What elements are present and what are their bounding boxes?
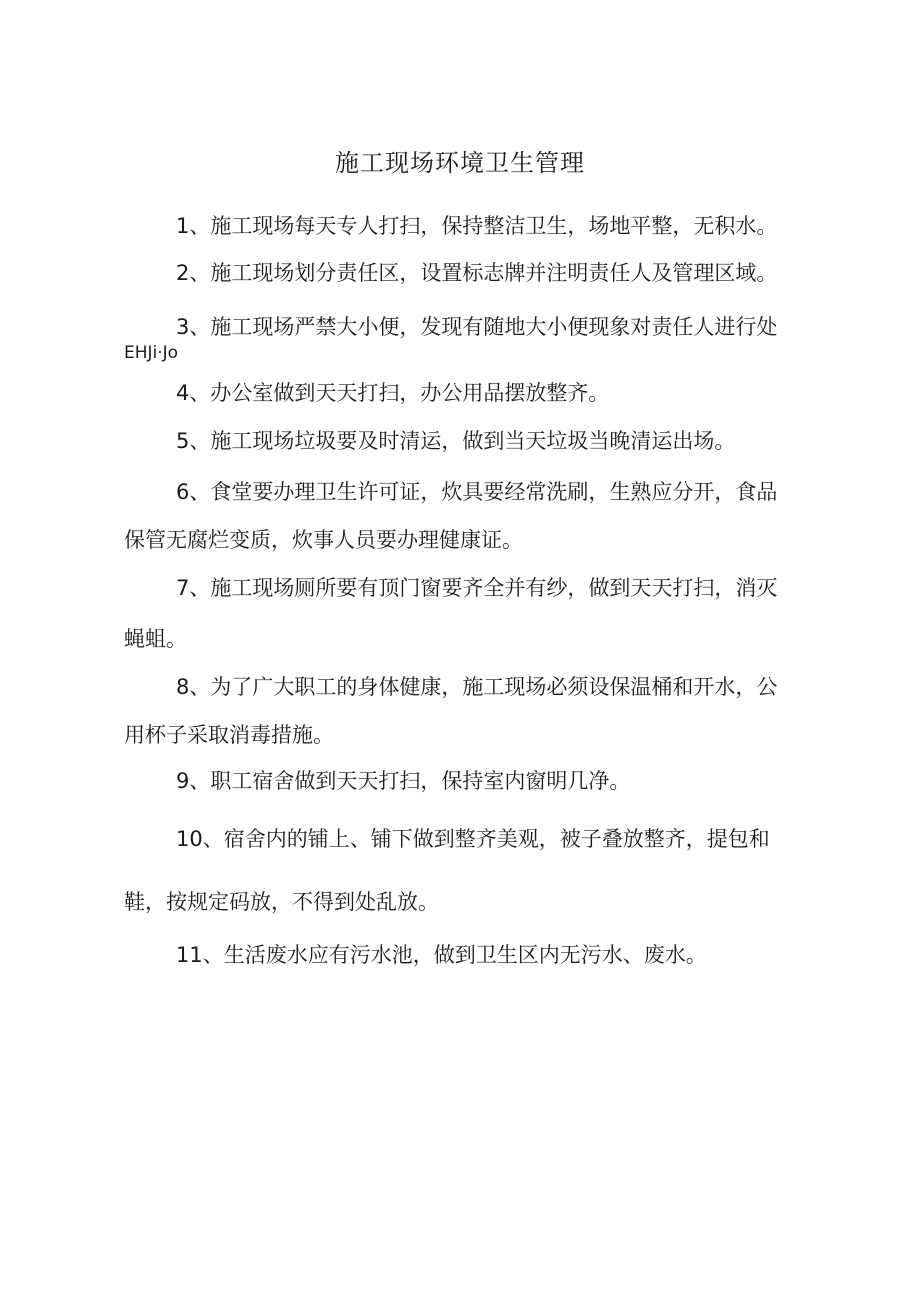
item-10-line-2: 鞋，按规定码放，不得到处乱放。 [124,890,439,914]
item-3-line-2: EHJi·Jo [124,343,179,363]
item-10-line-1: 10、宿舍内的铺上、铺下做到整齐美观，被子叠放整齐，提包和 [176,827,770,851]
item-8-line-2: 用杯子采取消毒措施。 [124,723,334,747]
item-7-line-1: 7、施工现场厕所要有顶门窗要齐全并有纱，做到天天打扫，消灭 [176,576,778,600]
item-4-line-1: 4、办公室做到天天打扫，办公用品摆放整齐。 [176,381,610,405]
item-2-line-1: 2、施工现场划分责任区，设置标志牌并注明责任人及管理区域。 [176,261,778,285]
item-6-line-1: 6、食堂要办理卫生许可证，炊具要经常洗刷，生熟应分开，食品 [176,480,778,504]
page-title: 施工现场环境卫生管理 [335,149,585,177]
item-9-line-1: 9、职工宿舍做到天天打扫，保持室内窗明几净。 [176,769,631,793]
item-8-line-1: 8、为了广大职工的身体健康，施工现场必须设保温桶和开水，公 [176,675,778,699]
item-6-line-2: 保管无腐烂变质，炊事人员要办理健康证。 [124,528,523,552]
item-5-line-1: 5、施工现场垃圾要及时清运，做到当天垃圾当晚清运出场。 [176,429,736,453]
item-7-line-2: 蝇蛆。 [124,627,187,651]
item-11-line-1: 11、生活废水应有污水池，做到卫生区内无污水、废水。 [176,943,707,967]
item-1-line-1: 1、施工现场每天专人打扫，保持整洁卫生，场地平整，无积水。 [176,214,778,238]
item-3-line-1: 3、施工现场严禁大小便，发现有随地大小便现象对责任人进行处 [176,315,778,339]
